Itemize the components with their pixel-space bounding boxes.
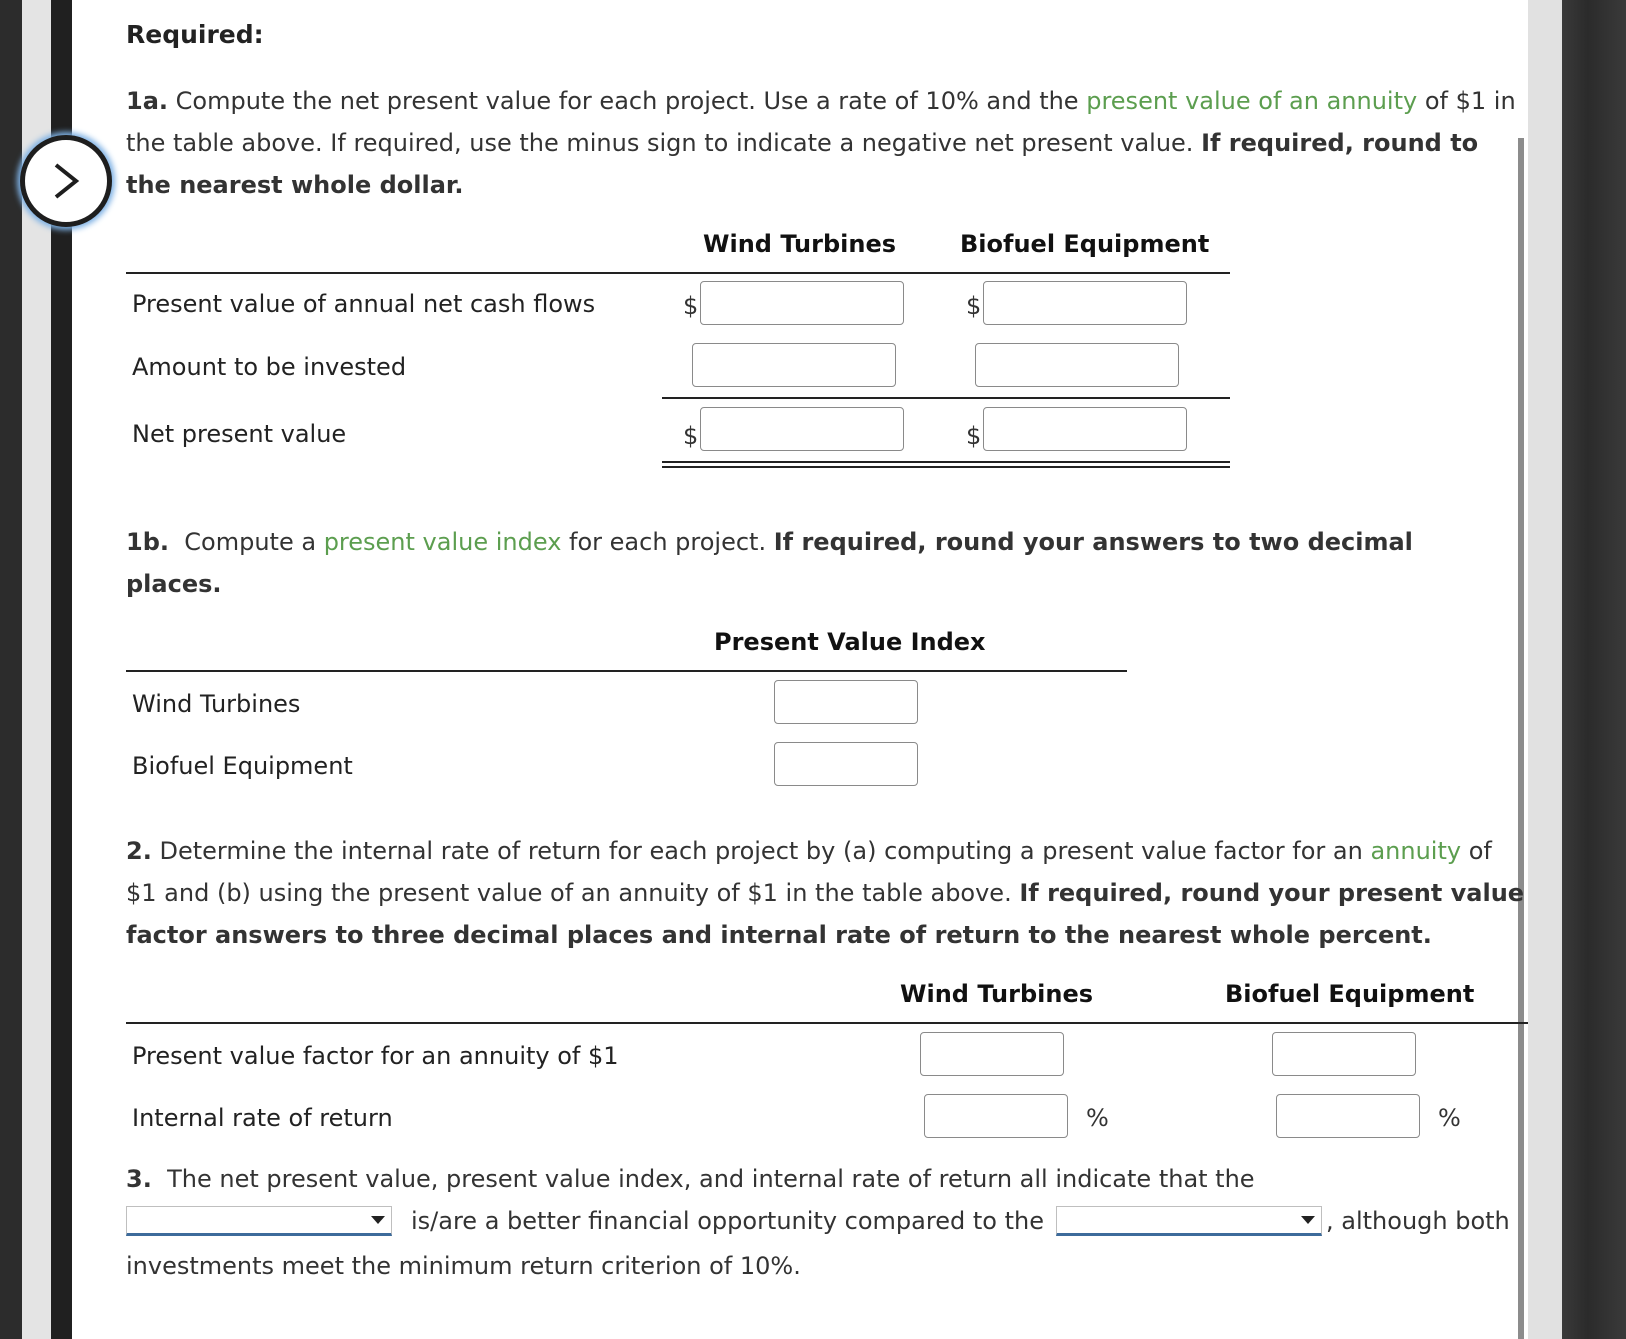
question-1a-text-2: of $1 in the table above. If required, use the minus sign to indicate a negative net present value.: [126, 87, 1516, 157]
irr-biofuel-input[interactable]: [1276, 1094, 1420, 1138]
question-1a-rounding: If required, round to the nearest whole dollar.: [126, 129, 1479, 199]
currency-symbol: $: [966, 422, 982, 450]
amount-invested-biofuel-input[interactable]: [975, 343, 1179, 387]
question-1a-number: 1a.: [126, 87, 169, 115]
col-header-present-value-index: Present Value Index: [714, 628, 986, 656]
present-value-index-link[interactable]: present value index: [323, 528, 562, 556]
other-project-dropdown[interactable]: [1056, 1206, 1322, 1236]
question-1b-text-1: Compute a: [184, 528, 317, 556]
question-2-text-2: of $1 and (b) using the present value of an annuity of $1 in the table above.: [126, 837, 1492, 907]
row-label-amount-invested: Amount to be invested: [132, 353, 407, 381]
row-label-pv-annual-net-cash-flows: Present value of annual net cash flows: [132, 290, 596, 318]
question-2-text: [126, 830, 1526, 956]
pv-factor-biofuel-input[interactable]: [1272, 1032, 1416, 1076]
question-2-number: 2.: [126, 837, 152, 865]
total-double-rule-top: [662, 461, 1230, 463]
col-header-wind-turbines: Wind Turbines: [900, 980, 1094, 1008]
currency-symbol: $: [683, 292, 699, 320]
question-3-text-2: is/are a better financial opportunity compared to the: [411, 1207, 1044, 1235]
question-1b-text-2: for each project.: [569, 528, 767, 556]
question-1a-text: [126, 80, 1526, 206]
table-1b-header-rule: [126, 670, 1127, 672]
vertical-scrollbar[interactable]: [1518, 138, 1524, 1339]
row-label-pv-factor-annuity: Present value factor for an annuity of $1: [132, 1042, 619, 1070]
col-header-wind-turbines: Wind Turbines: [703, 230, 897, 258]
question-3-text-3: , although both: [1326, 1207, 1510, 1235]
question-1a-text-1: Compute the net present value for each project. Use a rate of 10% and the: [175, 87, 1079, 115]
right-gray-margin: [1528, 0, 1562, 1339]
amount-invested-wind-input[interactable]: [692, 343, 896, 387]
question-1b-number: 1b.: [126, 528, 169, 556]
dropdown-arrow-icon: [1301, 1216, 1315, 1224]
currency-symbol: $: [966, 292, 982, 320]
present-value-annuity-link[interactable]: present value of an annuity: [1086, 87, 1418, 115]
required-heading: Required:: [126, 20, 264, 49]
pvi-wind-input[interactable]: [774, 680, 918, 724]
pvi-biofuel-input[interactable]: [774, 742, 918, 786]
pv-factor-wind-input[interactable]: [920, 1032, 1064, 1076]
row-label-wind-turbines: Wind Turbines: [132, 690, 301, 718]
percent-sign: %: [1086, 1104, 1109, 1132]
percent-sign: %: [1438, 1104, 1461, 1132]
row-label-net-present-value: Net present value: [132, 420, 347, 448]
col-header-biofuel-equipment: Biofuel Equipment: [960, 230, 1210, 258]
table-2-header-rule: [126, 1022, 1528, 1024]
question-3-line-3: investments meet the minimum return criterion of 10%.: [126, 1252, 801, 1280]
question-1b-text: [126, 521, 1456, 605]
question-2-rounding: If required, round your present value factor answers to three decimal places and internal rate of return to the nearest whole percent.: [126, 879, 1525, 949]
total-double-rule-bottom: [662, 466, 1230, 468]
expand-panel-button[interactable]: [20, 135, 112, 227]
annuity-link[interactable]: annuity: [1370, 837, 1462, 865]
row-label-biofuel-equipment: Biofuel Equipment: [132, 752, 353, 780]
dropdown-arrow-icon: [371, 1216, 385, 1224]
table-1a-header-rule: [126, 272, 1230, 274]
subtotal-rule: [662, 397, 1230, 399]
npv-wind-input[interactable]: [700, 407, 904, 451]
question-1b-rounding: If required, round your answers to two decimal places.: [126, 528, 1413, 598]
right-dark-border: [1562, 0, 1626, 1339]
pv-cash-flows-biofuel-input[interactable]: [983, 281, 1187, 325]
pv-cash-flows-wind-input[interactable]: [700, 281, 904, 325]
currency-symbol: $: [683, 422, 699, 450]
question-3-number: 3.: [126, 1165, 152, 1193]
col-header-biofuel-equipment: Biofuel Equipment: [1225, 980, 1475, 1008]
question-2-text-1: Determine the internal rate of return for each project by (a) computing a present value factor for an: [159, 837, 1363, 865]
irr-wind-input[interactable]: [924, 1094, 1068, 1138]
question-3-text-1: The net present value, present value index, and internal rate of return all indicate that the: [167, 1165, 1255, 1193]
left-dark-background: [0, 0, 22, 1339]
row-label-irr: Internal rate of return: [132, 1104, 393, 1132]
question-3-line-1: [126, 1165, 1255, 1193]
npv-biofuel-input[interactable]: [983, 407, 1187, 451]
chevron-right-icon: [48, 161, 84, 201]
better-project-dropdown[interactable]: [126, 1206, 392, 1236]
